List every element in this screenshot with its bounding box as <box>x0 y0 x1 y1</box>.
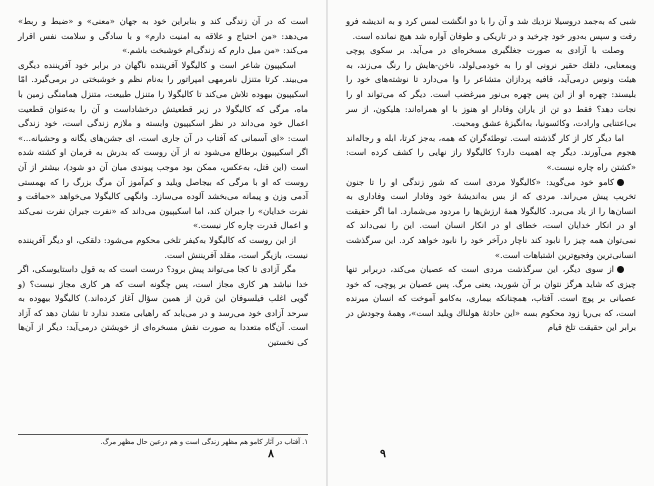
right-paragraph-5-text: از سوی دیگر، این سرگذشت مردی است كه عصیان می‌كند، دربرابر تنها چیزی كه شاید هرگز نتوان بر آن شورید، یعنی مرگ. پس عصیان بر پوچی، كه خود عصیانی بر پوچ است. آفتاب، همچنانكه بیماری، به‌كامو آموخت كه انسان میرنده است، كه بی‌ریا زود محكوم بسه «این حادثهٔ هولناك ویلید است»، وهمهٔ وجودش در برابر این حقیقت تلخ قیام <box>346 264 636 333</box>
right-page-text <box>346 14 636 335</box>
left-page <box>0 0 327 486</box>
bullet-icon <box>617 179 624 186</box>
page-number-left: ٨ <box>268 447 274 460</box>
right-paragraph-1: شبی كه به‌جمد دروسیلا نزدیك شد و آن را با دو انگشت لمس كرد و به اندیشه فرو رفت و سپس به‌دور خود چرخید و در تاریكی و طوفان آواره شد هیچ نمانده است. <box>346 16 636 41</box>
left-paragraph-3: از این روست كه كالیگولا به‌كیفر تلخی محكوم می‌شود: دلقكی، او دیگر آفریننده نیست، بازیگر است، مقلد آفریننش است. <box>18 234 308 260</box>
footnote: ١. آفتاب در آثار كامو هم مظهر زندگی است و هم درعین حال مظهر مرگ. <box>18 434 308 447</box>
right-paragraph-2: وصلت با آزادی به صورت جغلگیری مسخره‌ای در می‌آید. بر سكوی پوچی ویمعنایی، دلقك حقیر نرونی او را به خودمی‌لولد، ناخن-هایش را رنگ می‌زند، به هیئت ونوس درمی‌آید، قافیه پردازان متشاعر را وا می‌دارد تا نوشته‌های خود را بلیسند: چهره او از این پس چهره بی‌نور میرغضب است. دیگر كه می‌تواند او را نجات دهد؟ فقط دو تن از یاران وفادار او هنوز با او همراه‌اند: هلیكون، از سر بی‌اعتنایی وارادت، وكائسونیا، به‌انگیزهٔ عشق ومحبت. <box>346 45 636 129</box>
bullet-icon <box>617 266 624 273</box>
right-paragraph-5 <box>346 262 636 335</box>
right-paragraph-4-text: كامو خود می‌گوید: «كالیگولا مردی است كه شور زندگی او را تا جنون تخریب پیش می‌راند. مردی كه از بس به‌اندیشهٔ خود وفادار است وفاداری به انسان‌ها را از یاد می‌برد. كالیگولا همهٔ ارزش‌ها را مردود می‌شمارد. اما اگر حقیقت او در انكار خدایان است، خطای او در انكار انسان است. این را نمی‌داند كه نمی‌توان همه چیز را نابود كند ناچار درآخر خود را نابود خواهد كرد. این سرگذشت انسانی‌ترین وفجیع‌ترین اشتباهات است.» <box>346 176 636 260</box>
left-page-text <box>18 14 308 350</box>
left-paragraph-1: است كه در آن زندگی كند و بنابراین خود به جهان «معنی» و «ضبط و ربط» می‌دهد: «من احتیاج و علاقه به امنیت دارم» و با سادگی و سلامت نفس اقرار می‌كند: «من میل دارم كه زندگی‌ام خوشبخت باشم.» <box>18 16 308 56</box>
right-page <box>327 0 654 486</box>
left-paragraph-4: مگر آزادی تا كجا می‌تواند پیش برود؟ درست است كه به قول داستایوسكی، اگر خدا نباشد هر كاری مجاز است، پس چگونه است كه هر كاری مجاز نیست؟ (و گویی اغلب فیلسوفان این قرن از همین سؤال آغاز كرده‌اند.) كالیگولا بیهوده به سرحد آزادی خود می‌رسد و در می‌یابد كه راهیابی متعدد ندارد تا نشان دهد كه آزاد است. آن‌گاه متعددا به صورت نقش مسخره‌ای از خویشتن درمی‌آید: دیگر از آن‌ها كی نخستین <box>18 264 308 348</box>
right-paragraph-4 <box>346 175 636 263</box>
right-paragraph-3: اما دیگر كار از كار گذشته است. توطئه‌گران كه همه، به‌جز كرتا، ابله و رجاله‌اند هجوم می‌آورند. دیگر چه اهمیت دارد؟ كالیگولا راز نهایی را كشف كرده است: «كشتن راه چاره نیست.» <box>346 132 636 172</box>
left-paragraph-2: اسكیپیون شاعر است و كالیگولا آفریننده ناگهان در برابر خود آفریننده دیگری می‌بیند. كرتا متنزل نامرمهی امپراتور را به‌نام نظم و خوشبختی در برمی‌گیرد. امّا اسكیپیون بیهوده تلاش می‌كند تا كالیگولا را متنزل طبیعت، متنزل همامنگی زمین با ماه، مرگی كه كالیگولا در زیر قطعیتش درخشاداست و آن را به‌عنوان قطعیت اعمال خود می‌داند در نظر اسكیپیون وابسته و ملازم زندگی است، خود زندگی است: «ای آسمانی كه آفتاب در آن جاری است، ای جشن‌های یگانه و وحشیانه...» اگر اسكیپیون برطالع می‌شود نه از آن روست كه بدرش به فرمان او كشته شده است (این قتل، به‌عكس، ممكن بود موجب پیوندی میان آن دو شود)، بیشتر از آن روست كه او با مرگی كه بیجاصل ویلید و كم‌آموز آن مرگ بزرگ را كه بهمستی آدمی وزن و پیمانه می‌بخشد آلوده می‌سازد. وانگهی كالیگولا می‌خواهد «حماقت و نفرت خدایان» را جبران كند، اما اسكیپیون می‌داند كه «نفرت جبران نفرت نمی‌كند و اعمال قدرت چاره كار نیست.» <box>18 59 308 231</box>
page-number-right: ٩ <box>380 447 386 460</box>
